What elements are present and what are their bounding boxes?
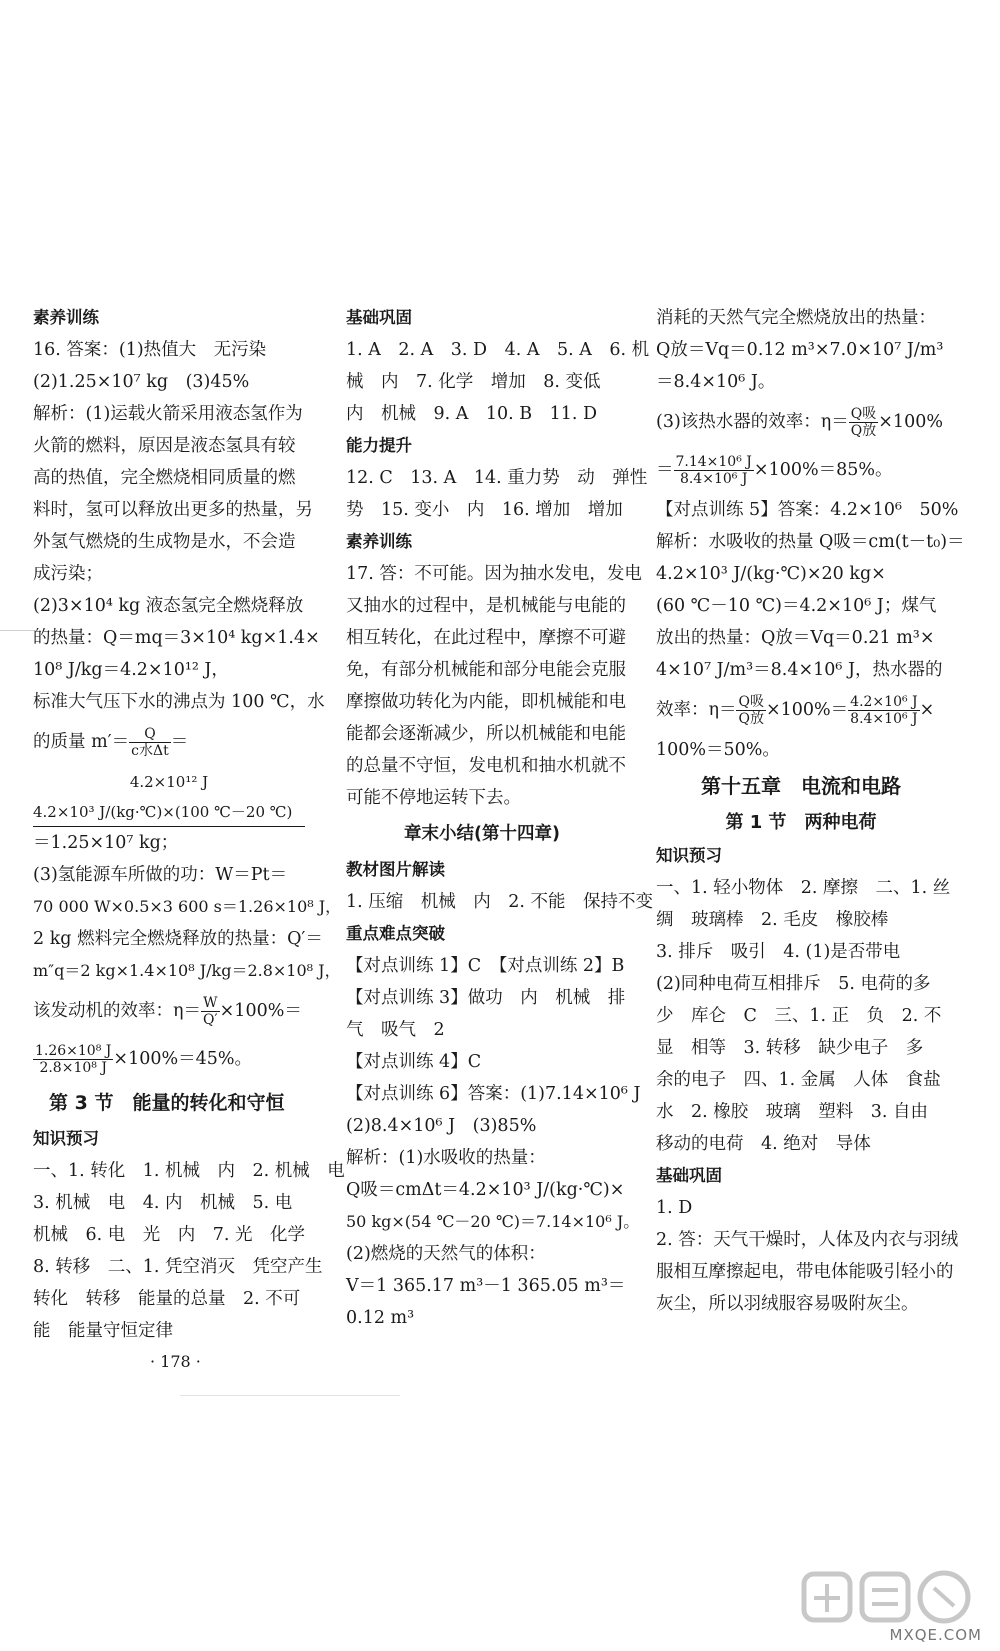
fraction: $\frac{\text{1.26×10⁸ J}}{\text{2.8×10⁸ J}}$ bbox=[35, 1043, 112, 1076]
formula-line: $\frac{\text{1.26×10⁸ J}}{\text{2.8×10⁸ J}}$ ×100%＝45%。 bbox=[35, 1043, 252, 1076]
explanation-line: 100%＝50%。 bbox=[656, 740, 780, 760]
explanation-line: 10⁸ J/kg＝4.2×10¹² J， bbox=[33, 660, 229, 680]
section-heading: 素养训练 bbox=[346, 532, 412, 551]
explanation-line: V＝1 365.17 m³－1 365.05 m³＝ bbox=[346, 1276, 626, 1296]
fraction: $\frac{Q}{\text{c水Δt}}$ bbox=[131, 726, 169, 759]
answer-line: 械 内 7. 化学 增加 8. 变低 bbox=[346, 372, 601, 392]
explanation-line: 火箭的燃料，原因是液态氢具有较 bbox=[33, 436, 296, 456]
explanation-line: 解析：水吸收的热量 Q吸＝cm(t－t₀)＝ bbox=[656, 532, 965, 552]
explanation-line: ＝1.25×10⁷ kg； bbox=[33, 833, 179, 853]
answer-line: 灰尘，所以羽绒服容易吸附灰尘。 bbox=[656, 1294, 919, 1314]
explanation-line: 的热量：Q＝mq＝3×10⁴ kg×1.4× bbox=[33, 628, 320, 648]
fraction: $\frac{\text{4.2×10⁶ J}}{\text{8.4×10⁶ J}}$ bbox=[850, 694, 918, 727]
answer-line: 摩擦做功转化为内能，即机械能和电 bbox=[346, 692, 626, 712]
section-heading: 素养训练 bbox=[33, 308, 99, 327]
answer-line: 免，有部分机械能和部分电能会克服 bbox=[346, 660, 626, 680]
answer-line: 气 吸气 2 bbox=[346, 1020, 445, 1040]
answer-line: 1. 压缩 机械 内 2. 不能 保持不变 bbox=[346, 892, 654, 912]
column-left bbox=[33, 302, 345, 1347]
section-heading: 知识预习 bbox=[656, 846, 722, 865]
answer-line: 一、1. 转化 1. 机械 内 2. 机械 电 bbox=[33, 1161, 345, 1181]
scan-artifact-line bbox=[180, 1395, 400, 1396]
explanation-line: 标准大气压下水的沸点为 100 ℃，水 bbox=[33, 692, 325, 712]
chapter-summary-title: 章末小结(第十四章) bbox=[404, 824, 560, 844]
answer-line: 【对点训练 1】C 【对点训练 2】B bbox=[346, 956, 625, 976]
answer-line: 又抽水的过程中，是机械能与电能的 bbox=[346, 596, 626, 616]
section-heading: 重点难点突破 bbox=[346, 924, 445, 943]
explanation-line: 2 kg 燃料完全燃烧释放的热量：Q′＝ bbox=[33, 929, 323, 949]
fraction: $\frac{W}{Q'}$ bbox=[202, 995, 218, 1028]
answer-line: 水 2. 橡胶 玻璃 塑料 3. 自由 bbox=[656, 1102, 929, 1122]
explanation-line: 4.2×10³ J/(kg·℃)×20 kg× bbox=[656, 564, 886, 584]
explanation-line: 消耗的天然气完全燃烧放出的热量： bbox=[656, 308, 936, 328]
column-right bbox=[656, 302, 965, 1320]
answer-line: (2)8.4×10⁶ J (3)85% bbox=[346, 1116, 537, 1136]
answer-line: 1. A 2. A 3. D 4. A 5. A 6. 机 bbox=[346, 340, 650, 360]
answer-line: 能 能量守恒定律 bbox=[33, 1321, 173, 1341]
answer-line: 绸 玻璃棒 2. 毛皮 橡胶棒 bbox=[656, 910, 889, 930]
explanation-line: 解析：(1)水吸收的热量： bbox=[346, 1148, 546, 1168]
page-number: · 178 · bbox=[150, 1352, 201, 1371]
formula-line: ＝ $\frac{\text{7.14×10⁶ J}}{\text{8.4×10⁶ J}}$ ×100%＝85%。 bbox=[656, 454, 893, 487]
explanation-line: (60 ℃－10 ℃)＝4.2×10⁶ J；煤气 bbox=[656, 596, 937, 616]
answer-line: 3. 机械 电 4. 内 机械 5. 电 bbox=[33, 1193, 293, 1213]
section-title: 第 1 节 两种电荷 bbox=[725, 812, 877, 833]
section-title: 第 3 节 能量的转化和守恒 bbox=[49, 1092, 285, 1114]
explanation-line: 放出的热量：Q放＝Vq＝0.21 m³× bbox=[656, 628, 935, 648]
answer-line: 显 相等 3. 转移 缺少电子 多 bbox=[656, 1038, 924, 1058]
answer-line: 【对点训练 4】C bbox=[346, 1052, 482, 1072]
answer-line: 内 机械 9. A 10. B 11. D bbox=[346, 404, 598, 424]
answer-line: 2. 答：天气干燥时，人体及内衣与羽绒 bbox=[656, 1230, 959, 1250]
chapter-title: 第十五章 电流和电路 bbox=[701, 774, 901, 798]
explanation-line: Q吸＝cmΔt＝4.2×10³ J/(kg·℃)× bbox=[346, 1180, 625, 1200]
column-middle bbox=[346, 302, 654, 1334]
answer-line: 移动的电荷 4. 绝对 导体 bbox=[656, 1134, 871, 1154]
explanation-line: 外氢气燃烧的生成物是水，不会造 bbox=[33, 532, 296, 552]
answer-line: 转化 转移 能量的总量 2. 不可 bbox=[33, 1289, 301, 1309]
section-heading: 知识预习 bbox=[33, 1129, 99, 1148]
fraction-numerator: 4.2×10¹² J bbox=[129, 773, 209, 791]
explanation-line: 料时，氢可以释放出更多的热量，另 bbox=[33, 500, 313, 520]
answer-line: 16. 答案：(1)热值大 无污染 bbox=[33, 340, 267, 360]
fraction: $\frac{\text{7.14×10⁶ J}}{\text{8.4×10⁶ J}}$ bbox=[675, 454, 752, 487]
explanation-line: m″q＝2 kg×1.4×10⁸ J/kg＝2.8×10⁸ J， bbox=[33, 961, 341, 980]
answer-line: 机械 6. 电 光 内 7. 光 化学 bbox=[33, 1225, 306, 1245]
explanation-line: 解析：(1)运载火箭采用液态氢作为 bbox=[33, 404, 303, 424]
answer-line: 的总量不守恒，发电机和抽水机就不 bbox=[346, 756, 626, 776]
formula-line: 效率：η＝ $\frac{\text{Q吸}}{\text{Q放}}$ ×100%＝ $\frac{\text{4.2×10⁶ J}}{\text{8.4×10⁶ J}}$ × bbox=[656, 694, 935, 727]
scan-artifact-line bbox=[0, 630, 35, 631]
explanation-line: Q放＝Vq＝0.12 m³×7.0×10⁷ J/m³ bbox=[656, 340, 944, 360]
answer-line: 3. 排斥 吸引 4. (1)是否带电 bbox=[656, 942, 901, 962]
explanation-line: 50 kg×(54 ℃－20 ℃)＝7.14×10⁶ J。 bbox=[346, 1212, 640, 1231]
answer-line: 【对点训练 5】答案：4.2×10⁶ 50% bbox=[656, 500, 959, 520]
answer-line: 一、1. 轻小物体 2. 摩擦 二、1. 丝 bbox=[656, 878, 951, 898]
answer-line: 8. 转移 二、1. 凭空消灭 凭空产生 bbox=[33, 1257, 323, 1277]
fraction: $\frac{\text{Q吸}}{\text{Q放}}$ bbox=[850, 406, 877, 439]
fraction: $\frac{\text{Q吸}}{\text{Q放}}$ bbox=[738, 694, 764, 727]
explanation-line: 成污染； bbox=[33, 564, 103, 584]
answer-line: 少 库仑 C 三、1. 正 负 2. 不 bbox=[656, 1006, 942, 1026]
explanation-line: 高的热值，完全燃烧相同质量的燃 bbox=[33, 468, 296, 488]
fraction-denominator: 4.2×10³ J/(kg·℃)×(100 ℃－20 ℃) bbox=[33, 798, 305, 827]
formula-line: 的质量 m′＝ $\frac{Q}{\text{c水Δt}}$ ＝ bbox=[33, 726, 189, 759]
section-heading: 能力提升 bbox=[346, 436, 412, 455]
formula-line: 该发动机的效率：η＝ $\frac{W}{Q'}$ ×100%＝ bbox=[33, 995, 302, 1028]
explanation-line: ＝8.4×10⁶ J。 bbox=[656, 372, 776, 392]
watermark-text: MXQE.COM bbox=[889, 1626, 982, 1644]
section-heading: 基础巩固 bbox=[656, 1166, 722, 1185]
section-heading: 基础巩固 bbox=[346, 308, 412, 327]
answer-line: 余的电子 四、1. 金属 人体 食盐 bbox=[656, 1070, 941, 1090]
answer-line: 1. D bbox=[656, 1198, 693, 1218]
answer-line: (2)1.25×10⁷ kg (3)45% bbox=[33, 372, 250, 392]
answer-line: 势 15. 变小 内 16. 增加 增加 bbox=[346, 500, 623, 520]
explanation-line: 70 000 W×0.5×3 600 s＝1.26×10⁸ J， bbox=[33, 897, 342, 916]
answer-line: 服相互摩擦起电，带电体能吸引轻小的 bbox=[656, 1262, 954, 1282]
explanation-line: (2)燃烧的天然气的体积： bbox=[346, 1244, 546, 1264]
answer-line: 17. 答：不可能。因为抽水发电，发电 bbox=[346, 564, 642, 584]
answer-line: 能都会逐渐减少，所以机械能和电能 bbox=[346, 724, 626, 744]
explanation-line: 4×10⁷ J/m³＝8.4×10⁶ J，热水器的 bbox=[656, 660, 943, 680]
answer-line: 【对点训练 6】答案：(1)7.14×10⁶ J bbox=[346, 1084, 641, 1104]
answer-line: 相互转化，在此过程中，摩擦不可避 bbox=[346, 628, 626, 648]
explanation-line: 0.12 m³ bbox=[346, 1308, 415, 1328]
explanation-line: (2)3×10⁴ kg 液态氢完全燃烧释放 bbox=[33, 596, 304, 616]
formula-line: (3)该热水器的效率：η＝ $\frac{\text{Q吸}}{\text{Q放}}$ ×100% bbox=[656, 406, 943, 439]
answer-line: 12. C 13. A 14. 重力势 动 弹性 bbox=[346, 468, 648, 488]
answer-line: 【对点训练 3】做功 内 机械 排 bbox=[346, 988, 626, 1008]
answer-line: (2)同种电荷互相排斥 5. 电荷的多 bbox=[656, 974, 931, 994]
section-heading: 教材图片解读 bbox=[346, 860, 445, 879]
explanation-line: (3)氢能源车所做的功：W＝Pt＝ bbox=[33, 865, 288, 885]
answer-line: 可能不停地运转下去。 bbox=[346, 788, 521, 808]
